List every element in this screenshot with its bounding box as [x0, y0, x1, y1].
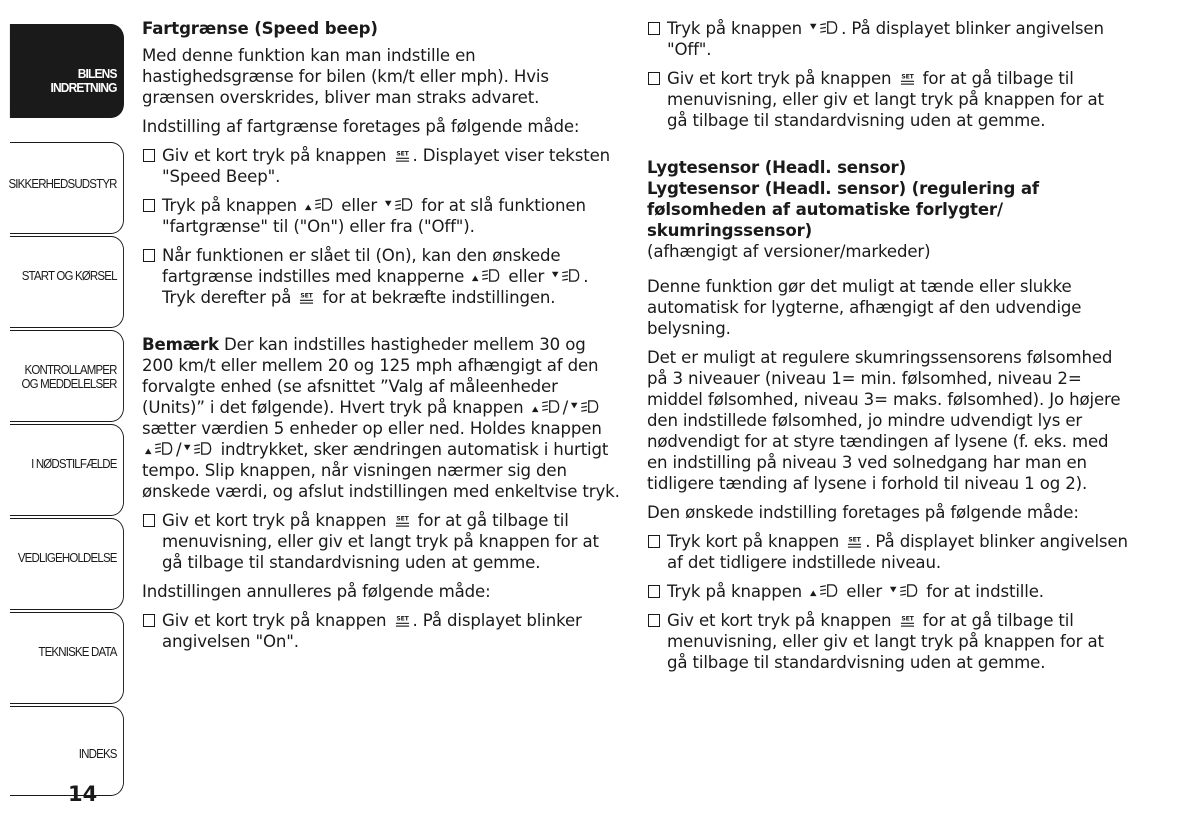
text: /: [176, 440, 182, 459]
set-button-icon: [899, 71, 916, 86]
text: eller: [508, 267, 545, 286]
paragraph: Med denne funktion kan man indstille en hastighedsgrænse for bilen (km/t eller mph). Hvis grænsen overskrides, bliver man straks advaret.: [142, 46, 549, 107]
list-item: [647, 531, 1129, 573]
text: . På displayet blinker angivelsen af det tidligere indstillede niveau.: [667, 532, 1128, 572]
tab-label: BILENS INDRETNING: [50, 66, 117, 95]
tab-label: SIKKERHEDSUDSTYR: [8, 177, 117, 191]
up-headlight-button-icon: [531, 398, 561, 415]
subnote: (afhængigt af versioner/markeder): [647, 242, 931, 261]
paragraph: Indstillingen annulleres på følgende måde:: [142, 582, 491, 601]
text: Tryk på knappen: [162, 196, 298, 215]
set-button-icon: [846, 534, 863, 549]
checkbox-bullet-icon: [143, 614, 155, 627]
text: Giv et kort tryk på knappen: [162, 511, 387, 530]
text: . På displayet blinker angivelsen "On".: [162, 611, 582, 651]
up-headlight-button-icon: [304, 196, 334, 213]
note-paragraph: [142, 334, 620, 502]
tab-label: START OG KØRSEL: [21, 269, 117, 283]
set-button-icon: [298, 290, 315, 305]
text: for at slå funktionen "fartgrænse" til ("On") eller fra ("Off").: [162, 196, 586, 236]
down-headlight-button-icon: [183, 440, 213, 457]
tab-sikkerhedsudstyr[interactable]: [10, 142, 124, 234]
text: for at gå tilbage til menuvisning, eller giv et langt tryk på knappen for at gå tilbage til standardvisning uden at gemme.: [667, 69, 1104, 130]
text: indtrykket, sker ændringen automatisk i hurtigt tempo. Slip knappen, når visningen nærmer sig den ønskede værdi, og afslut indstillingen med enkeltvise tryk.: [142, 440, 620, 501]
set-button-icon: [394, 513, 411, 528]
text: Giv et kort tryk på knappen: [667, 611, 892, 630]
tab-i-nodstilfaelde[interactable]: [10, 424, 124, 516]
list-item: [647, 610, 1129, 673]
list-item: [647, 18, 1129, 60]
list-item: [142, 610, 620, 652]
checkbox-bullet-icon: [648, 535, 660, 548]
section-heading-speed-beep: Fartgrænse (Speed beep): [142, 19, 378, 38]
set-button-icon: [899, 613, 916, 628]
checkbox-bullet-icon: [648, 22, 660, 35]
tab-start-og-korsel[interactable]: [10, 236, 124, 328]
list-item: [142, 145, 620, 187]
tab-indeks[interactable]: [10, 706, 124, 796]
text: eller: [341, 196, 378, 215]
text: sætter værdien 5 enheder op eller ned. Holdes knappen: [142, 419, 602, 438]
tab-label: KONTROLLAMPER OG MEDDELELSER: [21, 363, 117, 391]
tab-tekniske-data[interactable]: [10, 612, 124, 704]
paragraph: Den ønskede indstilling foretages på følgende måde:: [647, 503, 1079, 522]
tab-vedligeholdelse[interactable]: [10, 518, 124, 610]
text: . På displayet blinker angivelsen "Off".: [667, 19, 1104, 59]
text: for at indstille.: [926, 582, 1044, 601]
checkbox-bullet-icon: [143, 149, 155, 162]
checkbox-bullet-icon: [648, 585, 660, 598]
text: Der kan indstilles hastigheder mellem 30 og 200 km/t eller mellem 20 og 125 mph afhængigt af den forvalgte enhed (se afsnittet ”Valg af måleenheder (Units)” i det følgende). Hvert tryk på knappen: [142, 335, 599, 417]
checkbox-bullet-icon: [143, 514, 155, 527]
down-headlight-button-icon: [809, 19, 839, 36]
down-headlight-button-icon: [570, 398, 600, 415]
section-heading-headl-sensor-regulering: Lygtesensor (Headl. sensor) (regulering af følsomheden af automatiske forlygter/ skumringssensor): [647, 179, 1039, 240]
note-label: Bemærk: [142, 335, 219, 354]
text: eller: [846, 582, 883, 601]
list-item: [142, 510, 620, 573]
tab-label: VEDLIGEHOLDELSE: [17, 551, 117, 565]
text: Når funktionen er slået til (On), kan den ønskede fartgrænse indstilles med knapperne: [162, 246, 561, 286]
text: Tryk på knappen: [667, 19, 803, 38]
left-column: [142, 18, 620, 660]
checkbox-bullet-icon: [648, 614, 660, 627]
up-headlight-button-icon: [471, 267, 501, 284]
text: Giv et kort tryk på knappen: [162, 611, 387, 630]
paragraph: Indstilling af fartgrænse foretages på følgende måde:: [142, 117, 580, 136]
text: . Displayet viser teksten "Speed Beep".: [162, 146, 611, 186]
text: Tryk kort på knappen: [667, 532, 840, 551]
down-headlight-button-icon: [551, 267, 581, 284]
text: Giv et kort tryk på knappen: [162, 146, 387, 165]
set-button-icon: [394, 613, 411, 628]
down-headlight-button-icon: [384, 196, 414, 213]
up-headlight-button-icon: [809, 582, 839, 599]
tab-kontrollamper[interactable]: [10, 330, 124, 422]
list-item: [142, 195, 620, 237]
text: /: [562, 398, 569, 417]
text: for at gå tilbage til menuvisning, eller giv et langt tryk på knappen for at gå tilbage til standardvisning uden at gemme.: [162, 511, 599, 572]
tab-label: INDEKS: [78, 747, 117, 761]
list-item: [142, 245, 620, 308]
set-button-icon: [394, 148, 411, 163]
checkbox-bullet-icon: [648, 72, 660, 85]
text: Giv et kort tryk på knappen: [667, 69, 892, 88]
page-number: 14: [68, 782, 98, 806]
checkbox-bullet-icon: [143, 199, 155, 212]
right-column: [647, 18, 1129, 681]
paragraph: Det er muligt at regulere skumringssensorens følsomhed på 3 niveauer (niveau 1= min. følsomhed, niveau 2= middel følsomhed, niveau 3= maks. følsomhed). Jo højere den indstillede følsomhed, jo mindre udvendigt lys er nødvendigt for at styre tændingen af lysene (f. eks. med en indstilling på niveau 3 ved solnedgang har man en tidligere tænding af lysene i forhold til niveau 1 og 2).: [647, 348, 1121, 493]
tab-label: I NØDSTILFÆLDE: [31, 457, 117, 471]
text: for at bekræfte indstillingen.: [322, 288, 556, 307]
tab-bilens-indretning[interactable]: [10, 24, 124, 118]
paragraph: Denne funktion gør det muligt at tænde eller slukke automatisk for lygterne, afhængigt af den udvendige belysning.: [647, 277, 1082, 338]
tab-label: TEKNISKE DATA: [38, 645, 117, 659]
text: Tryk på knappen: [667, 582, 803, 601]
checkbox-bullet-icon: [143, 249, 155, 262]
down-headlight-button-icon: [889, 582, 919, 599]
up-headlight-button-icon: [144, 440, 174, 457]
section-heading-headl-sensor: Lygtesensor (Headl. sensor): [647, 158, 907, 177]
list-item: [647, 68, 1129, 131]
list-item: [647, 581, 1129, 602]
text: for at gå tilbage til menuvisning, eller giv et langt tryk på knappen for at gå tilbage til standardvisning uden at gemme.: [667, 611, 1104, 672]
text: . Tryk derefter på: [162, 267, 589, 307]
